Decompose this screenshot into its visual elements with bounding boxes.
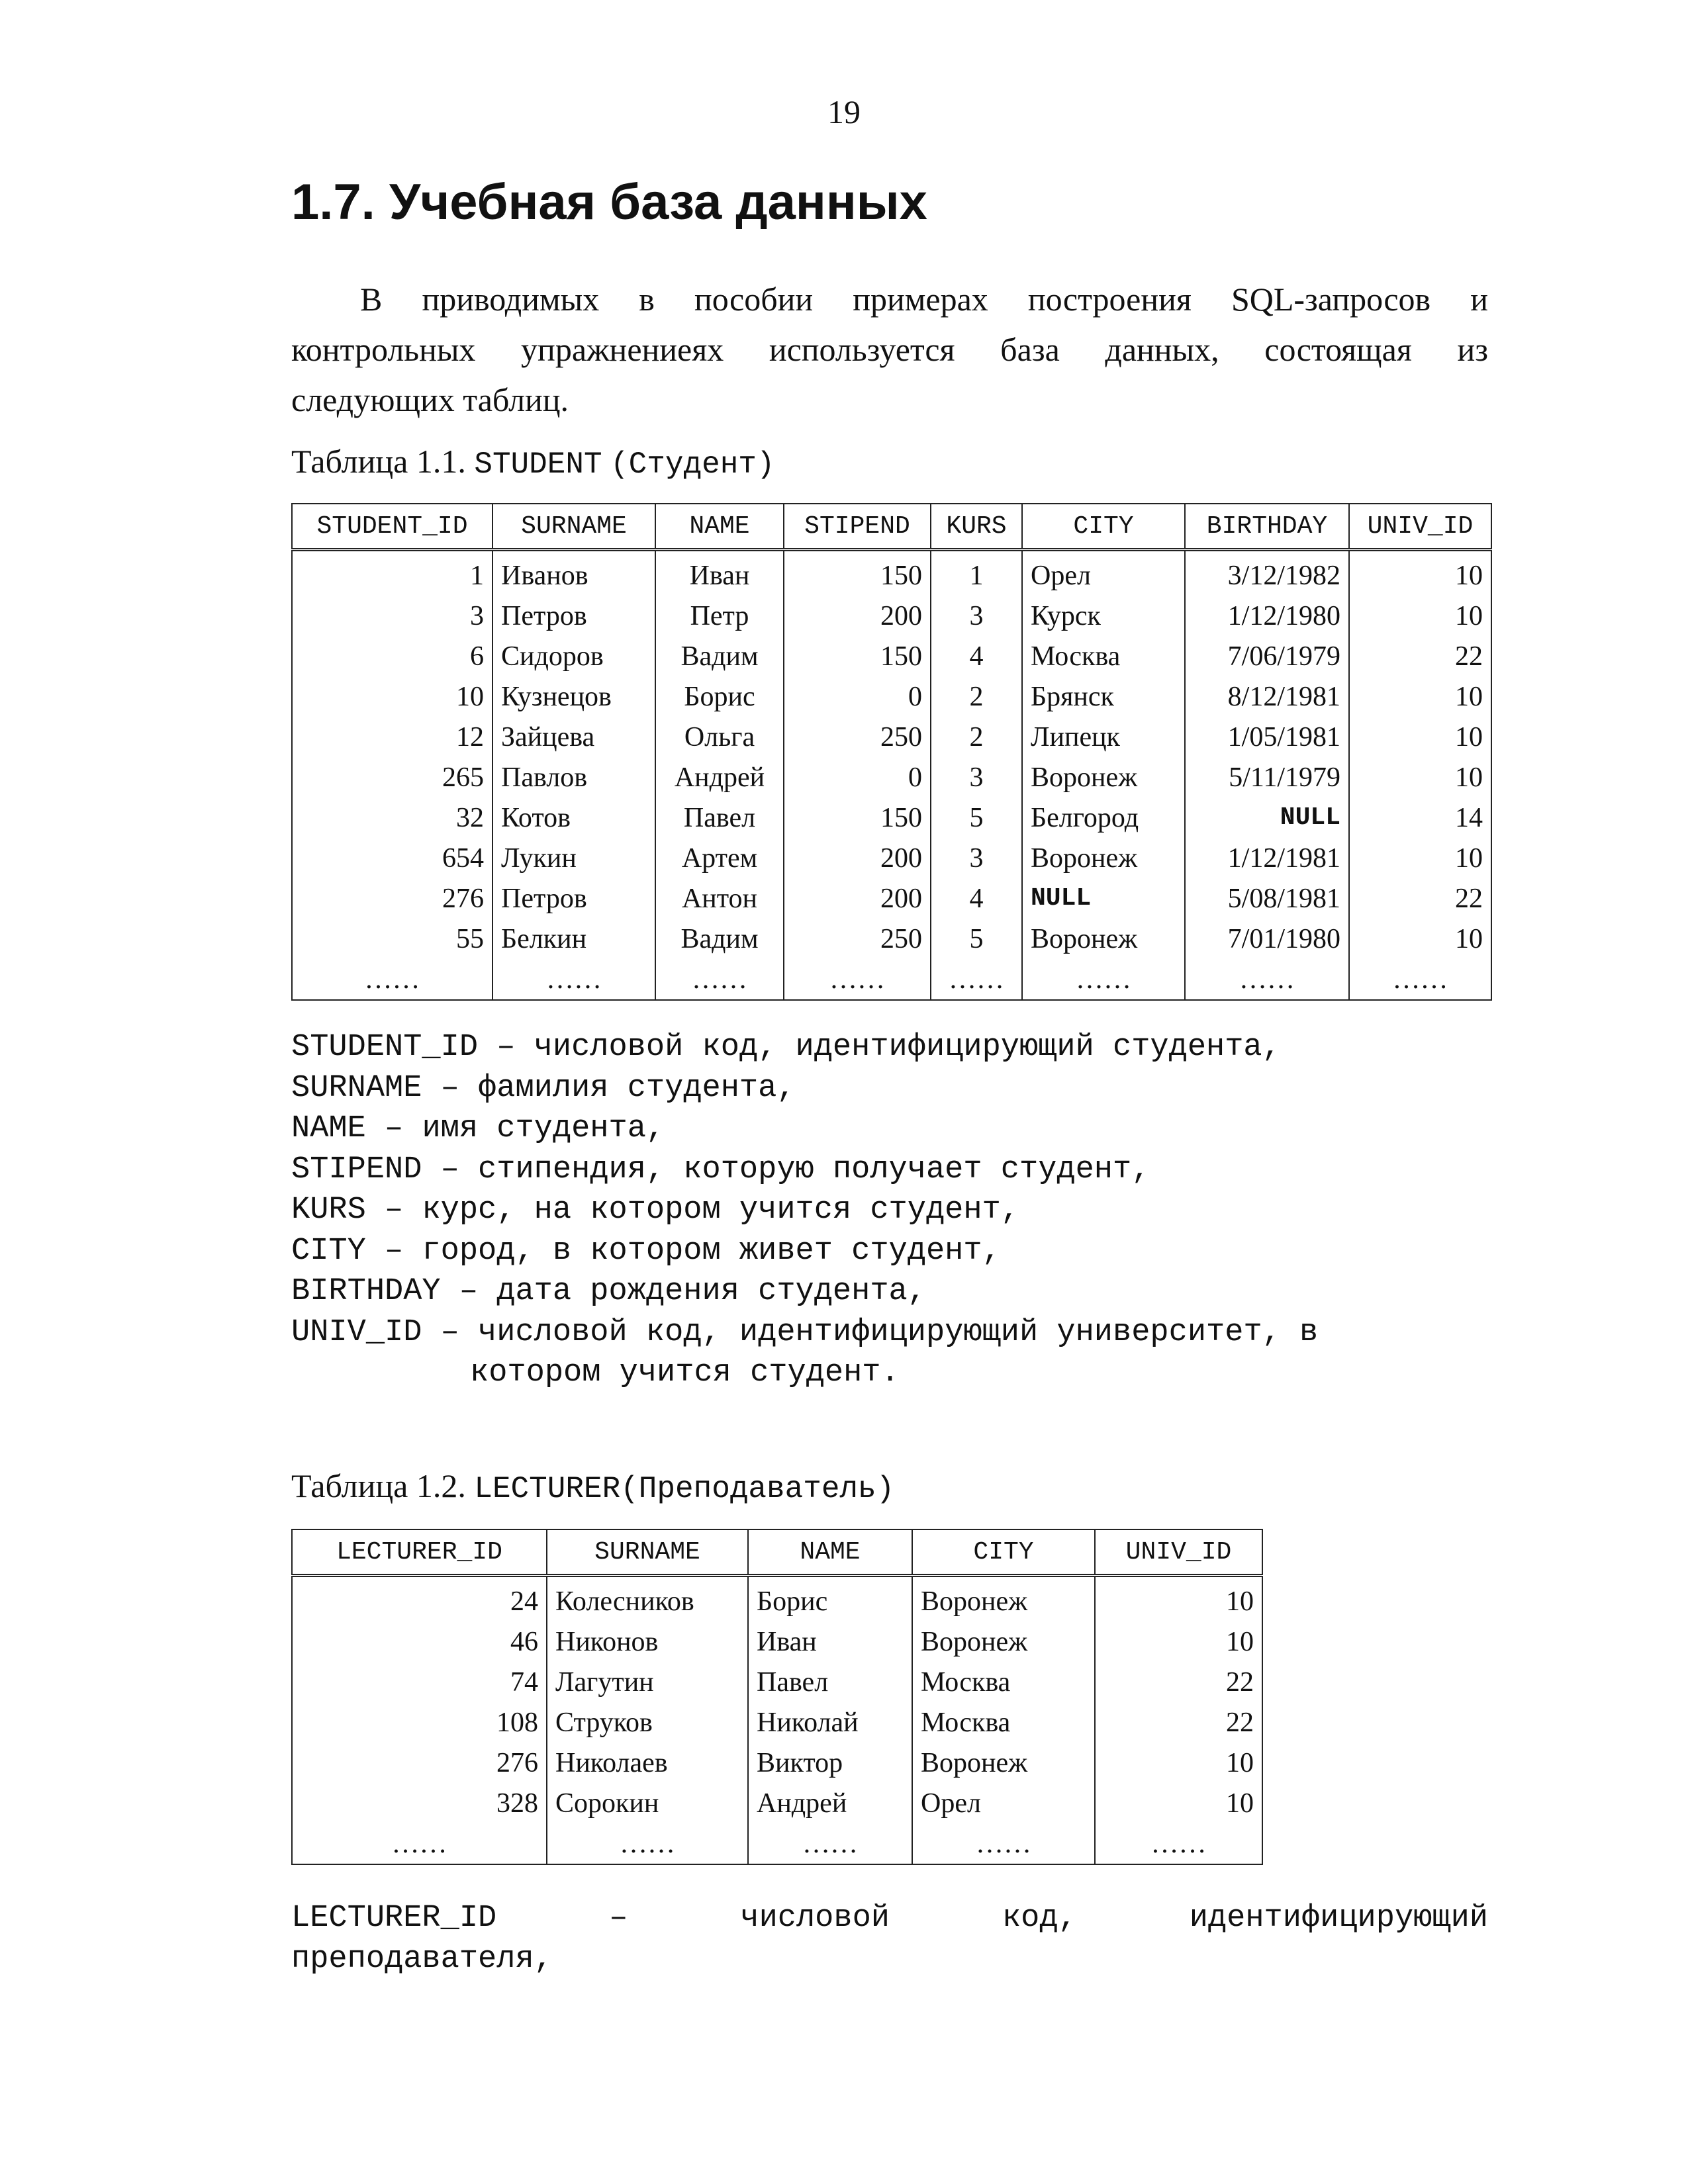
table-cell: Сорокин (547, 1783, 748, 1823)
column-header: UNIV_ID (1095, 1529, 1262, 1576)
table-cell: 1/12/1980 (1185, 596, 1349, 636)
table-cell: Петр (655, 596, 784, 636)
table-cell: Воронеж (912, 1743, 1095, 1783)
table-cell: 55 (292, 919, 492, 959)
table-cell: 10 (1349, 676, 1491, 717)
table-row (292, 596, 1491, 636)
table-cell: Петров (492, 878, 655, 919)
table-cell: 2 (931, 717, 1022, 757)
table-cell: 1 (931, 550, 1022, 596)
table-cell: 10 (1349, 757, 1491, 797)
table-cell: 10 (1349, 550, 1491, 596)
table-cell: 276 (292, 1743, 547, 1783)
table-cell: Иванов (492, 550, 655, 596)
table-cell: Москва (912, 1662, 1095, 1702)
table-cell: 250 (784, 919, 931, 959)
table-cell: Струков (547, 1702, 748, 1743)
column-header: KURS (931, 504, 1022, 550)
table-cell: 108 (292, 1702, 547, 1743)
intro-line: В приводимых в пособии примерах построения SQL-запросов и (360, 281, 1488, 318)
definition-line (291, 1312, 1488, 1353)
intro-paragraph (291, 274, 1488, 425)
table-row (292, 838, 1491, 878)
table-row (292, 1823, 1262, 1864)
table-cell: 74 (292, 1662, 547, 1702)
definition-term: STUDENT_ID (291, 1030, 479, 1065)
column-header: NAME (655, 504, 784, 550)
table-row (292, 636, 1491, 676)
table-cell: 0 (784, 676, 931, 717)
table-cell: 10 (1349, 919, 1491, 959)
table-cell: Лукин (492, 838, 655, 878)
table-cell: 10 (1349, 596, 1491, 636)
table-row (292, 550, 1491, 596)
lecturer-table (291, 1529, 1263, 1865)
table-row (292, 797, 1491, 838)
table-cell: 10 (292, 676, 492, 717)
table-cell: Орел (912, 1783, 1095, 1823)
definition-text: – фамилия студента, (422, 1070, 796, 1106)
table-cell: Андрей (655, 757, 784, 797)
caption-table-name: LECTURER (474, 1472, 621, 1506)
table-cell: Москва (1022, 636, 1185, 676)
table-cell: 12 (292, 717, 492, 757)
table-cell: 1/12/1981 (1185, 838, 1349, 878)
table-cell: Иван (748, 1621, 912, 1662)
table-row (292, 717, 1491, 757)
definition-term: STIPEND (291, 1152, 422, 1187)
student-table-caption (291, 442, 775, 482)
table-cell: …… (292, 1823, 547, 1864)
table-cell: Воронеж (1022, 919, 1185, 959)
table-cell: Виктор (748, 1743, 912, 1783)
table-cell: 3 (931, 838, 1022, 878)
table-cell: 250 (784, 717, 931, 757)
table-cell: Белгород (1022, 797, 1185, 838)
table-cell: Артем (655, 838, 784, 878)
table-cell: 200 (784, 878, 931, 919)
definition-line (291, 1068, 1488, 1109)
definition-line (291, 1150, 1488, 1191)
table-cell: Воронеж (912, 1576, 1095, 1622)
table-cell: 22 (1095, 1702, 1262, 1743)
table-cell: 150 (784, 636, 931, 676)
table-cell: …… (784, 959, 931, 1000)
student-table (291, 503, 1492, 1001)
table-cell: 5 (931, 797, 1022, 838)
table-cell: 5/08/1981 (1185, 878, 1349, 919)
table-cell: …… (292, 959, 492, 1000)
table-cell: Андрей (748, 1783, 912, 1823)
table-cell: 200 (784, 596, 931, 636)
table-cell: 4 (931, 636, 1022, 676)
table-cell: 10 (1095, 1783, 1262, 1823)
definition-line (291, 1231, 1488, 1272)
definition-text: – дата рождения студента, (440, 1274, 926, 1309)
section-title: 1.7. Учебная база данных (291, 174, 927, 230)
caption-prefix: Таблица 1.2. (291, 1467, 475, 1504)
table-cell: Антон (655, 878, 784, 919)
definition-text: – курс, на котором учится студент, (365, 1193, 1019, 1228)
table-row (292, 1783, 1262, 1823)
table-cell: Никонов (547, 1621, 748, 1662)
table-cell: 150 (784, 550, 931, 596)
table-row (292, 919, 1491, 959)
caption-table-name: STUDENT (474, 447, 602, 482)
table-row (292, 1576, 1262, 1622)
definition-word: числовой (740, 1901, 890, 1936)
definition-line (291, 1898, 1488, 1939)
table-cell: 3 (931, 596, 1022, 636)
table-row (292, 959, 1491, 1000)
table-cell: Орел (1022, 550, 1185, 596)
table-cell: Павел (655, 797, 784, 838)
table-cell: Борис (748, 1576, 912, 1622)
table-cell: 7/06/1979 (1185, 636, 1349, 676)
table-cell: 3 (292, 596, 492, 636)
table-cell: 5 (931, 919, 1022, 959)
table-cell: NULL (1022, 878, 1185, 919)
table-cell: 10 (1349, 838, 1491, 878)
table-cell: …… (655, 959, 784, 1000)
table-cell: 8/12/1981 (1185, 676, 1349, 717)
definition-term: NAME (291, 1111, 366, 1146)
table-cell: 1/05/1981 (1185, 717, 1349, 757)
table-cell: 10 (1349, 717, 1491, 757)
caption-prefix: Таблица 1.1. (291, 443, 475, 480)
definition-word: LECTURER_ID (291, 1901, 497, 1936)
table-cell: Воронеж (1022, 838, 1185, 878)
column-header: STIPEND (784, 504, 931, 550)
table-cell: Воронеж (912, 1621, 1095, 1662)
table-cell: …… (1185, 959, 1349, 1000)
table-cell: …… (1349, 959, 1491, 1000)
table-cell: Ольга (655, 717, 784, 757)
table-cell: 3 (931, 757, 1022, 797)
table-cell: 7/01/1980 (1185, 919, 1349, 959)
definition-text: – город, в котором живет студент, (365, 1233, 1001, 1269)
table-cell: 4 (931, 878, 1022, 919)
definition-term: SURNAME (291, 1070, 422, 1106)
column-header: LECTURER_ID (292, 1529, 547, 1576)
definition-term: CITY (291, 1233, 366, 1269)
table-cell: …… (748, 1823, 912, 1864)
table-cell: 22 (1095, 1662, 1262, 1702)
table-cell: 6 (292, 636, 492, 676)
table-cell: 46 (292, 1621, 547, 1662)
table-cell: 265 (292, 757, 492, 797)
caption-table-desc: (Преподаватель) (620, 1472, 895, 1506)
table-cell: …… (931, 959, 1022, 1000)
column-header: SURNAME (547, 1529, 748, 1576)
caption-table-desc: (Студент) (610, 447, 775, 482)
table-row (292, 1662, 1262, 1702)
page-number: 19 (827, 93, 861, 130)
table-cell: 24 (292, 1576, 547, 1622)
table-cell: Павел (748, 1662, 912, 1702)
column-header: UNIV_ID (1349, 504, 1491, 550)
table-cell: 32 (292, 797, 492, 838)
table-cell: 14 (1349, 797, 1491, 838)
intro-line: контрольных упражнениеях используется база данных, состоящая из (291, 331, 1488, 368)
table-cell: Зайцева (492, 717, 655, 757)
table-cell: 10 (1095, 1743, 1262, 1783)
column-header: STUDENT_ID (292, 504, 492, 550)
definition-text: – стипендия, которую получает студент, (422, 1152, 1150, 1187)
table-row (292, 878, 1491, 919)
header-row (292, 1529, 1262, 1576)
definition-continuation: преподавателя, (291, 1941, 553, 1977)
table-cell: 1 (292, 550, 492, 596)
definition-text: – имя студента, (365, 1111, 665, 1146)
table-cell: 2 (931, 676, 1022, 717)
table-cell: Москва (912, 1702, 1095, 1743)
table-cell: 10 (1095, 1576, 1262, 1622)
table-cell: 276 (292, 878, 492, 919)
intro-line: следующих таблиц. (291, 381, 569, 418)
table-cell: 0 (784, 757, 931, 797)
definition-term: KURS (291, 1193, 366, 1228)
table-cell: 10 (1095, 1621, 1262, 1662)
table-cell: Воронеж (1022, 757, 1185, 797)
table-cell: Борис (655, 676, 784, 717)
definition-word: идентифицирующий (1189, 1901, 1488, 1936)
lecturer-table-caption (291, 1467, 894, 1506)
table-cell: NULL (1185, 797, 1349, 838)
table-row (292, 1743, 1262, 1783)
definition-line (291, 1027, 1488, 1068)
table-cell: Вадим (655, 919, 784, 959)
table-cell: …… (1095, 1823, 1262, 1864)
column-header: BIRTHDAY (1185, 504, 1349, 550)
table-cell: Кузнецов (492, 676, 655, 717)
table-cell: 200 (784, 838, 931, 878)
table-cell: …… (1022, 959, 1185, 1000)
lecturer-definition (291, 1898, 1488, 1979)
definition-text: – числовой код, идентифицирующий студента, (478, 1030, 1281, 1065)
definition-line (291, 1109, 1488, 1150)
table-cell: Брянск (1022, 676, 1185, 717)
table-row (292, 1702, 1262, 1743)
column-header: CITY (912, 1529, 1095, 1576)
definition-word: – (609, 1901, 628, 1936)
table-cell: Петров (492, 596, 655, 636)
table-cell: 328 (292, 1783, 547, 1823)
table-cell: …… (912, 1823, 1095, 1864)
table-cell: Лагутин (547, 1662, 748, 1702)
table-cell: Котов (492, 797, 655, 838)
column-header: NAME (748, 1529, 912, 1576)
table-cell: Курск (1022, 596, 1185, 636)
table-cell: Сидоров (492, 636, 655, 676)
table-cell: Николай (748, 1702, 912, 1743)
table-cell: 654 (292, 838, 492, 878)
table-cell: 22 (1349, 878, 1491, 919)
definition-word: код, (1002, 1901, 1077, 1936)
table-cell: 3/12/1982 (1185, 550, 1349, 596)
table-cell: Липецк (1022, 717, 1185, 757)
table-cell: …… (547, 1823, 748, 1864)
column-header: SURNAME (492, 504, 655, 550)
table-cell: Вадим (655, 636, 784, 676)
definition-continuation: котором учится студент. (470, 1355, 900, 1390)
table-row (292, 676, 1491, 717)
definition-text: – числовой код, идентифицирующий университет, в (422, 1314, 1319, 1350)
table-cell: …… (492, 959, 655, 1000)
table-row (292, 757, 1491, 797)
table-cell: Николаев (547, 1743, 748, 1783)
table-row (292, 1621, 1262, 1662)
student-definitions (291, 1027, 1488, 1394)
table-cell: Белкин (492, 919, 655, 959)
definition-term: UNIV_ID (291, 1314, 422, 1350)
definition-line (291, 1271, 1488, 1312)
table-cell: Иван (655, 550, 784, 596)
column-header: CITY (1022, 504, 1185, 550)
header-row (292, 504, 1491, 550)
table-cell: 22 (1349, 636, 1491, 676)
table-cell: 150 (784, 797, 931, 838)
table-cell: Павлов (492, 757, 655, 797)
table-cell: 5/11/1979 (1185, 757, 1349, 797)
table-cell: Колесников (547, 1576, 748, 1622)
definition-line (291, 1190, 1488, 1231)
definition-term: BIRTHDAY (291, 1274, 441, 1309)
